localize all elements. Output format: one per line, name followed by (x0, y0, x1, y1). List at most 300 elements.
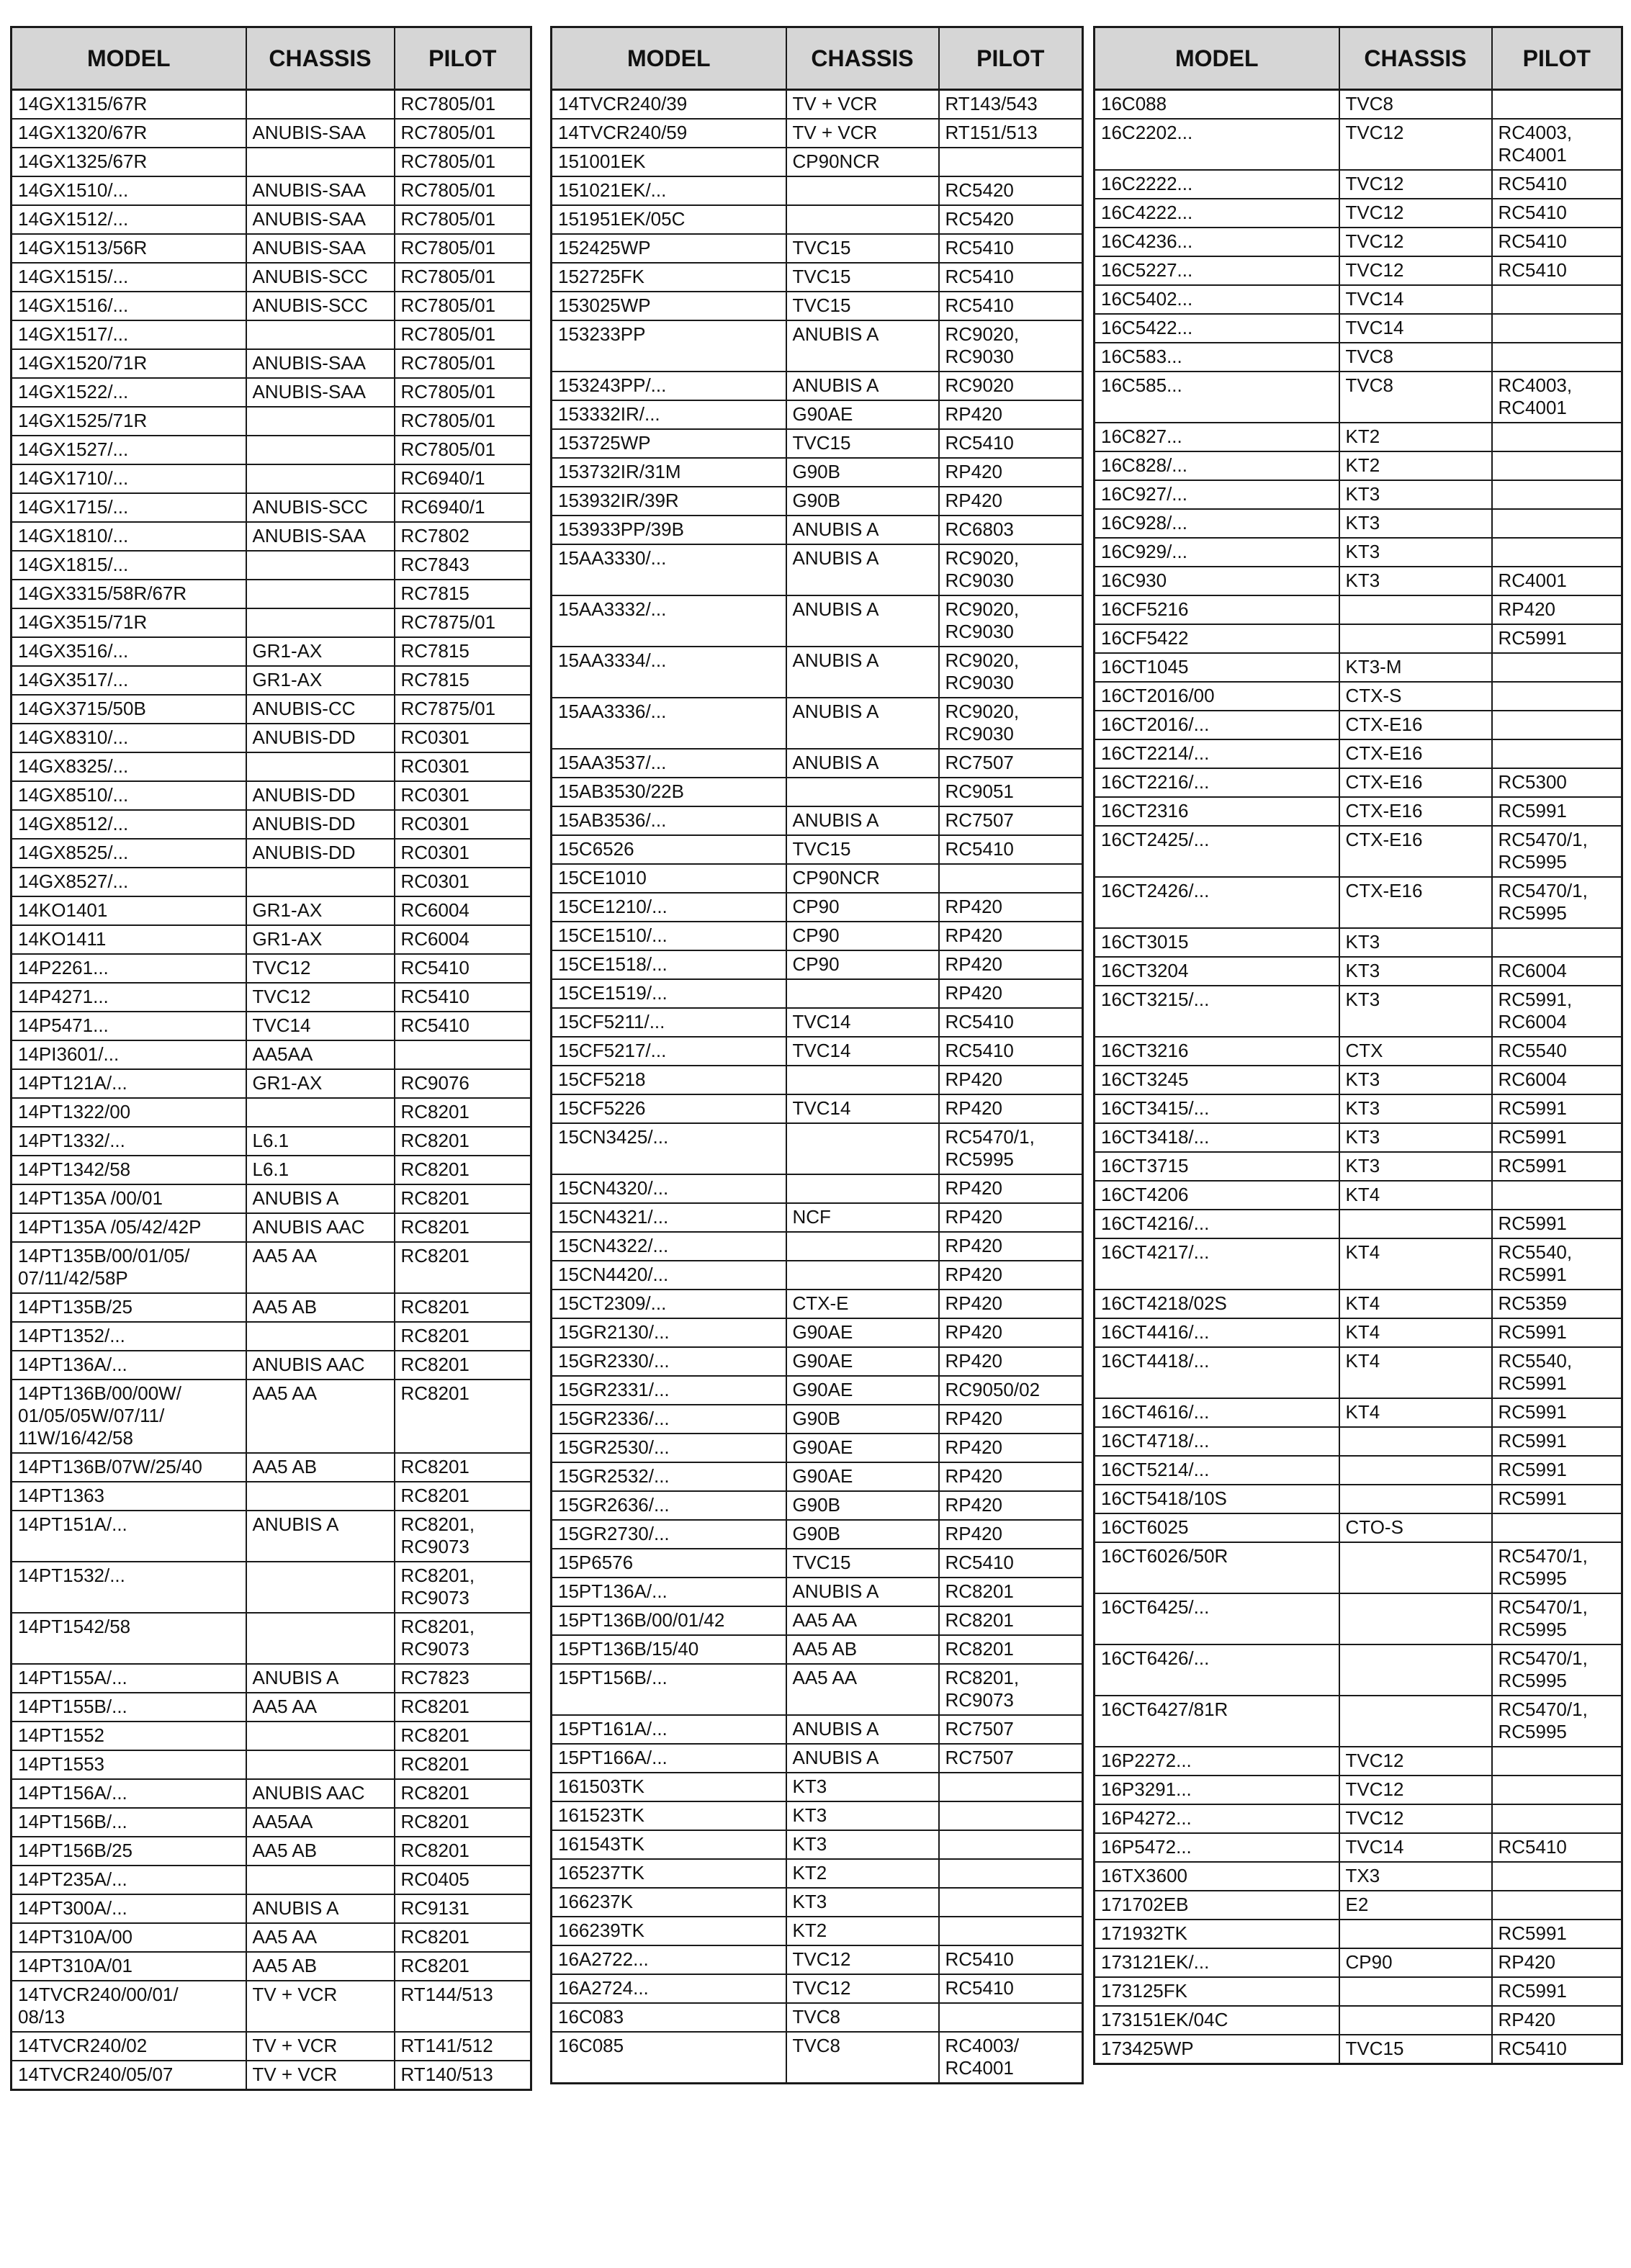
pilot-cell: RP420 (939, 487, 1083, 516)
chassis-cell: ANUBIS A (786, 1715, 939, 1744)
table-row (12, 1184, 531, 1213)
pilot-cell: RP420 (939, 950, 1083, 979)
pilot-cell: RC5540 (1492, 1037, 1622, 1066)
pilot-cell: RC5470/1, RC5995 (939, 1123, 1083, 1174)
model-cell: 16CT3015 (1095, 928, 1339, 957)
pilot-cell: RC8201 (395, 1808, 531, 1837)
pilot-cell: RT141/512 (395, 2032, 531, 2061)
model-cell: 15PT136B/15/40 (552, 1635, 786, 1664)
table-row (552, 1801, 1083, 1830)
pilot-cell: RC5470/1, RC5995 (1492, 877, 1622, 928)
model-cell: 14PT1552 (12, 1722, 246, 1750)
chassis-cell: AA5 AA (246, 1923, 395, 1952)
table-row (552, 835, 1083, 864)
chassis-cell (246, 407, 395, 436)
table-row (1095, 928, 1622, 957)
table-row (1095, 423, 1622, 451)
chassis-cell: AA5AA (246, 1808, 395, 1837)
pilot-cell (939, 864, 1083, 893)
pilot-cell: RC5991 (1492, 1210, 1622, 1238)
chassis-cell (1339, 1644, 1492, 1696)
chassis-cell: ANUBIS A (786, 647, 939, 698)
model-cell: 14KO1411 (12, 925, 246, 954)
table-row (12, 1981, 531, 2032)
model-cell: 14PT1553 (12, 1750, 246, 1779)
pilot-cell: RC5991 (1492, 1977, 1622, 2006)
model-cell: 151001EK (552, 148, 786, 176)
chassis-cell: G90B (786, 487, 939, 516)
header-chassis: CHASSIS (786, 27, 939, 90)
table-row (12, 176, 531, 205)
chassis-cell: TVC12 (786, 1974, 939, 2003)
pilot-cell: RC7805/01 (395, 90, 531, 120)
table-row (552, 1037, 1083, 1066)
table-row (552, 2003, 1083, 2032)
table-row (12, 2032, 531, 2061)
table-row (552, 1094, 1083, 1123)
model-cell: 16C5227... (1095, 256, 1339, 285)
model-cell: 16C583... (1095, 343, 1339, 372)
chassis-cell: AA5 AA (786, 1664, 939, 1715)
pilot-cell: RC5991 (1492, 1485, 1622, 1513)
table-row (1095, 1644, 1622, 1696)
chassis-cell: TV + VCR (786, 90, 939, 120)
table-row (552, 1606, 1083, 1635)
pilot-cell: RC8201 (395, 1127, 531, 1156)
model-cell: 16C2202... (1095, 119, 1339, 170)
model-cell: 16C083 (552, 2003, 786, 2032)
pilot-cell: RP420 (939, 1491, 1083, 1520)
model-cell: 15GR2331/... (552, 1376, 786, 1405)
pilot-cell: RP420 (939, 1434, 1083, 1462)
model-cell: 151951EK/05C (552, 205, 786, 234)
chassis-cell: AA5 AB (246, 1837, 395, 1866)
pilot-cell: RC5420 (939, 205, 1083, 234)
pilot-cell: RP420 (939, 1318, 1083, 1347)
pilot-cell: RC5470/1, RC5995 (1492, 826, 1622, 877)
model-cell: 15GR2130/... (552, 1318, 786, 1347)
model-cell: 15CN4320/... (552, 1174, 786, 1203)
pilot-cell: RC8201 (395, 1453, 531, 1482)
pilot-cell: RC5410 (1492, 199, 1622, 228)
model-cell: 14PT135A /05/42/42P (12, 1213, 246, 1242)
pilot-cell: RC6940/1 (395, 493, 531, 522)
pilot-cell: RC4003, RC4001 (1492, 119, 1622, 170)
model-cell: 14GX3515/71R (12, 608, 246, 637)
model-cell: 14GX3516/... (12, 637, 246, 666)
chassis-cell: NCF (786, 1203, 939, 1232)
model-cell: 15CF5226 (552, 1094, 786, 1123)
chassis-cell: GR1-AX (246, 896, 395, 925)
table-row (1095, 1037, 1622, 1066)
chassis-cell: TVC12 (1339, 256, 1492, 285)
model-cell: 16CT3415/... (1095, 1094, 1339, 1123)
model-cell: 16C4222... (1095, 199, 1339, 228)
table-row (1095, 372, 1622, 423)
table-row (12, 292, 531, 320)
table-row (1095, 1593, 1622, 1644)
model-cell: 16CT4418/... (1095, 1347, 1339, 1398)
table-row (1095, 509, 1622, 538)
pilot-cell: RC8201, RC9073 (395, 1511, 531, 1562)
chassis-cell (786, 176, 939, 205)
pilot-cell: RC8201 (939, 1578, 1083, 1606)
pilot-cell: RT143/543 (939, 90, 1083, 120)
model-cell: 14PT151A/... (12, 1511, 246, 1562)
chassis-cell: KT3 (786, 1830, 939, 1859)
chassis-cell: ANUBIS A (786, 544, 939, 595)
pilot-cell: RC7815 (395, 637, 531, 666)
pilot-cell: RC6004 (1492, 957, 1622, 986)
table-row (552, 1945, 1083, 1974)
chassis-cell (786, 1123, 939, 1174)
table-row (552, 1520, 1083, 1549)
table-row (1095, 1948, 1622, 1977)
model-cell: 16CT4206 (1095, 1181, 1339, 1210)
model-cell: 16CT4216/... (1095, 1210, 1339, 1238)
pilot-cell: RC5410 (939, 263, 1083, 292)
table-row (1095, 451, 1622, 480)
pilot-cell (939, 148, 1083, 176)
table-row (1095, 1513, 1622, 1542)
table-row (552, 1347, 1083, 1376)
table-row (552, 749, 1083, 778)
table-row (12, 1351, 531, 1380)
model-table-1 (10, 26, 532, 2091)
pilot-cell: RC5410 (939, 1037, 1083, 1066)
table-row (552, 595, 1083, 647)
table-header-row (1095, 27, 1622, 90)
chassis-cell: TVC12 (786, 1945, 939, 1974)
model-cell: 153725WP (552, 429, 786, 458)
pilot-cell: RC6803 (939, 516, 1083, 544)
pilot-cell (1492, 451, 1622, 480)
table-row (12, 119, 531, 148)
model-cell: 16C928/... (1095, 509, 1339, 538)
pilot-cell (395, 1040, 531, 1069)
model-cell: 15CE1210/... (552, 893, 786, 922)
chassis-cell: TV + VCR (246, 2032, 395, 2061)
pilot-cell (1492, 928, 1622, 957)
chassis-cell: TVC15 (786, 292, 939, 320)
table-row (1095, 1347, 1622, 1398)
model-cell: 14TVCR240/39 (552, 90, 786, 120)
pilot-cell (1492, 682, 1622, 711)
chassis-cell: TVC12 (246, 983, 395, 1012)
chassis-cell: KT2 (1339, 423, 1492, 451)
pilot-cell: RC0301 (395, 839, 531, 868)
chassis-cell (1339, 1210, 1492, 1238)
header-chassis: CHASSIS (246, 27, 395, 90)
pilot-cell: RC8201 (395, 1213, 531, 1242)
table-row (12, 493, 531, 522)
table-row (1095, 986, 1622, 1037)
chassis-cell: TVC14 (786, 1094, 939, 1123)
model-cell: 15AB3530/22B (552, 778, 786, 806)
chassis-cell: AA5 AA (246, 1693, 395, 1722)
header-pilot: PILOT (395, 27, 531, 90)
chassis-cell: KT3 (786, 1801, 939, 1830)
table-row (1095, 1066, 1622, 1094)
table-row (1095, 1290, 1622, 1318)
chassis-cell (246, 148, 395, 176)
header-model: MODEL (552, 27, 786, 90)
model-cell: 14GX1325/67R (12, 148, 246, 176)
pilot-cell: RC5991 (1492, 797, 1622, 826)
table-row (12, 1380, 531, 1453)
table-row (552, 864, 1083, 893)
model-cell: 14GX3315/58R/67R (12, 580, 246, 608)
table-row (552, 1888, 1083, 1917)
chassis-cell: KT3 (1339, 509, 1492, 538)
chassis-cell: G90B (786, 1491, 939, 1520)
model-cell: 14PT1342/58 (12, 1156, 246, 1184)
table-row (552, 698, 1083, 749)
chassis-cell: TVC15 (786, 835, 939, 864)
pilot-cell: RP420 (939, 1290, 1083, 1318)
model-cell: 153025WP (552, 292, 786, 320)
table-row (1095, 480, 1622, 509)
table-row (12, 983, 531, 1012)
model-cell: 152425WP (552, 234, 786, 263)
table-row (1095, 1542, 1622, 1593)
table-row (552, 148, 1083, 176)
table-row (1095, 170, 1622, 199)
chassis-cell: ANUBIS A (246, 1894, 395, 1923)
table-row (12, 1322, 531, 1351)
chassis-cell: TX3 (1339, 1862, 1492, 1891)
pilot-cell (1492, 314, 1622, 343)
pilot-cell: RC7823 (395, 1664, 531, 1693)
chassis-cell: ANUBIS-SCC (246, 263, 395, 292)
chassis-cell (246, 464, 395, 493)
table-row (12, 896, 531, 925)
pilot-cell: RC0301 (395, 868, 531, 896)
table-row (552, 1578, 1083, 1606)
table-row (1095, 1152, 1622, 1181)
chassis-cell: TVC14 (1339, 1833, 1492, 1862)
model-cell: 16C085 (552, 2032, 786, 2084)
chassis-cell: G90B (786, 1520, 939, 1549)
model-cell: 14GX1515/... (12, 263, 246, 292)
chassis-cell (1339, 1427, 1492, 1456)
model-cell: 14PT1363 (12, 1482, 246, 1511)
pilot-cell: RC5470/1, RC5995 (1492, 1644, 1622, 1696)
pilot-cell: RC5540, RC5991 (1492, 1238, 1622, 1290)
table-row (552, 292, 1083, 320)
pilot-cell (1492, 653, 1622, 682)
pilot-cell (1492, 1747, 1622, 1776)
table-row (12, 1453, 531, 1482)
model-cell: 16CT3215/... (1095, 986, 1339, 1037)
pilot-cell: RC7507 (939, 749, 1083, 778)
pilot-cell: RP420 (939, 1174, 1083, 1203)
table-row (552, 979, 1083, 1008)
model-cell: 14PT156B/... (12, 1808, 246, 1837)
model-cell: 16CT3418/... (1095, 1123, 1339, 1152)
model-cell: 14KO1401 (12, 896, 246, 925)
pilot-cell: RC0301 (395, 724, 531, 752)
pilot-cell (1492, 1804, 1622, 1833)
table-row (12, 1156, 531, 1184)
pilot-cell: RC9050/02 (939, 1376, 1083, 1405)
table-row (552, 516, 1083, 544)
pilot-cell: RC9020, RC9030 (939, 544, 1083, 595)
pilot-cell: RC7875/01 (395, 608, 531, 637)
chassis-cell (1339, 1485, 1492, 1513)
model-cell: 14PT136A/... (12, 1351, 246, 1380)
chassis-cell: TV + VCR (786, 119, 939, 148)
table-row (552, 1261, 1083, 1290)
chassis-cell (246, 320, 395, 349)
pilot-cell: RC8201 (395, 1098, 531, 1127)
pilot-cell: RC9051 (939, 778, 1083, 806)
table-row (1095, 199, 1622, 228)
table-row (1095, 256, 1622, 285)
table-row (12, 1098, 531, 1127)
pilot-cell (1492, 480, 1622, 509)
pilot-cell: RC8201 (395, 1351, 531, 1380)
model-cell: 16CT5214/... (1095, 1456, 1339, 1485)
pilot-cell: RC8201, RC9073 (395, 1562, 531, 1613)
chassis-cell (1339, 624, 1492, 653)
chassis-cell: ANUBIS A (786, 749, 939, 778)
chassis-cell: KT3 (1339, 986, 1492, 1037)
model-table-2 (550, 26, 1084, 2084)
table-row (12, 1562, 531, 1613)
table-row (552, 1974, 1083, 2003)
table-row (12, 1693, 531, 1722)
chassis-cell: TVC14 (1339, 314, 1492, 343)
model-cell: 15CE1010 (552, 864, 786, 893)
chassis-cell: ANUBIS-SAA (246, 119, 395, 148)
chassis-cell (246, 1866, 395, 1894)
table-row (12, 1837, 531, 1866)
table-row (12, 1923, 531, 1952)
model-cell: 16C2222... (1095, 170, 1339, 199)
model-cell: 15CN4322/... (552, 1232, 786, 1261)
pilot-cell: RC4001 (1492, 567, 1622, 595)
pilot-cell: RC5410 (939, 234, 1083, 263)
chassis-cell: ANUBIS A (786, 320, 939, 372)
model-cell: 15GR2730/... (552, 1520, 786, 1549)
pilot-cell: RC0301 (395, 752, 531, 781)
table-row (552, 1318, 1083, 1347)
chassis-cell (246, 868, 395, 896)
pilot-cell: RC5410 (939, 1974, 1083, 2003)
model-cell: 14GX1517/... (12, 320, 246, 349)
chassis-cell: CTX-E16 (1339, 768, 1492, 797)
table-row (12, 1040, 531, 1069)
chassis-cell (1339, 1542, 1492, 1593)
model-cell: 16CT2016/00 (1095, 682, 1339, 711)
model-cell: 14TVCR240/59 (552, 119, 786, 148)
table-row (552, 950, 1083, 979)
pilot-cell: RC5359 (1492, 1290, 1622, 1318)
model-cell: 15CT2309/... (552, 1290, 786, 1318)
model-cell: 173425WP (1095, 2035, 1339, 2064)
model-cell: 173125FK (1095, 1977, 1339, 2006)
table-row (552, 429, 1083, 458)
model-cell: 15AA3330/... (552, 544, 786, 595)
pilot-cell: RC7805/01 (395, 349, 531, 378)
chassis-cell (246, 1322, 395, 1351)
model-cell: 15AA3334/... (552, 647, 786, 698)
table-row (552, 90, 1083, 120)
pilot-cell: RC7805/01 (395, 292, 531, 320)
model-cell: 14GX8512/... (12, 810, 246, 839)
chassis-cell: ANUBIS AAC (246, 1779, 395, 1808)
chassis-cell: KT3 (1339, 567, 1492, 595)
model-cell: 14GX1810/... (12, 522, 246, 551)
pilot-cell (939, 1830, 1083, 1859)
pilot-cell: RC5410 (939, 1008, 1083, 1037)
pilot-cell: RC5991 (1492, 1094, 1622, 1123)
chassis-cell: G90B (786, 458, 939, 487)
model-cell: 15AA3336/... (552, 698, 786, 749)
chassis-cell (246, 551, 395, 580)
table-row (552, 1123, 1083, 1174)
model-cell: 14PT300A/... (12, 1894, 246, 1923)
table-row (1095, 826, 1622, 877)
pilot-cell (1492, 1862, 1622, 1891)
pilot-cell: RC5410 (1492, 170, 1622, 199)
chassis-cell (246, 1750, 395, 1779)
pilot-cell: RC8201 (395, 1184, 531, 1213)
pilot-cell: RP420 (1492, 1948, 1622, 1977)
table-row (12, 1012, 531, 1040)
model-cell: 14GX1522/... (12, 378, 246, 407)
model-cell: 153243PP/... (552, 372, 786, 400)
chassis-cell: TVC12 (1339, 170, 1492, 199)
pilot-cell (1492, 90, 1622, 120)
table-row (552, 1917, 1083, 1945)
model-cell: 16C5402... (1095, 285, 1339, 314)
pilot-cell (1492, 343, 1622, 372)
table-row (1095, 1920, 1622, 1948)
chassis-cell: G90B (786, 1405, 939, 1434)
chassis-cell (786, 1066, 939, 1094)
pilot-cell: RC8201 (395, 1952, 531, 1981)
pilot-cell: RC5991 (1492, 1318, 1622, 1347)
table-row (12, 1482, 531, 1511)
table-row (552, 1066, 1083, 1094)
table-row (552, 1744, 1083, 1773)
pilot-cell: RC4003, RC4001 (1492, 372, 1622, 423)
chassis-cell: TVC8 (1339, 372, 1492, 423)
model-cell: 16C929/... (1095, 538, 1339, 567)
model-cell: 16CT2425/... (1095, 826, 1339, 877)
model-cell: 14GX1715/... (12, 493, 246, 522)
chassis-cell: TVC15 (786, 429, 939, 458)
table-header-row (12, 27, 531, 90)
model-cell: 16C088 (1095, 90, 1339, 120)
pilot-cell: RC7805/01 (395, 407, 531, 436)
chassis-cell (246, 1098, 395, 1127)
pilot-cell (1492, 423, 1622, 451)
table-row (1095, 768, 1622, 797)
chassis-cell (246, 1482, 395, 1511)
chassis-cell: G90AE (786, 1376, 939, 1405)
pilot-cell: RC8201 (395, 1156, 531, 1184)
model-cell: 15GR2636/... (552, 1491, 786, 1520)
table-row (12, 263, 531, 292)
table-row (12, 608, 531, 637)
model-cell: 161503TK (552, 1773, 786, 1801)
pilot-cell: RP420 (939, 979, 1083, 1008)
model-cell: 14TVCR240/05/07 (12, 2061, 246, 2090)
table-row (12, 752, 531, 781)
